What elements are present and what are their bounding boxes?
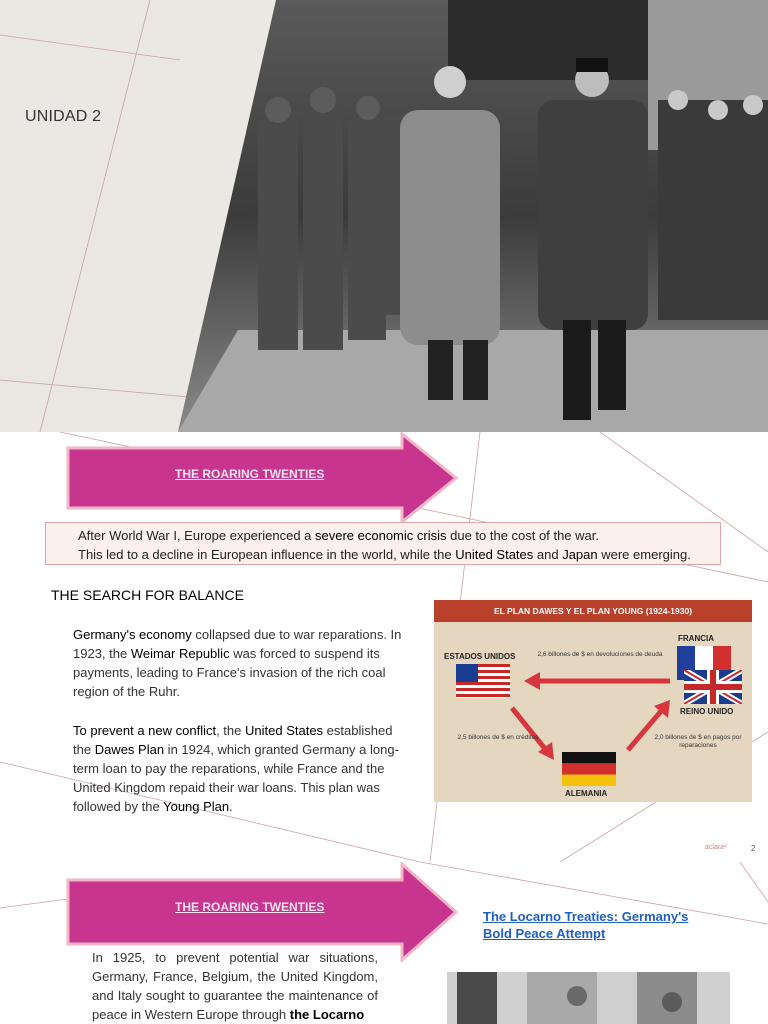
germany-label: ALEMANIA [565, 789, 608, 798]
usa-label: ESTADOS UNIDOS [444, 652, 516, 661]
section-arrow-label[interactable]: THE ROARING TWENTIES [175, 900, 325, 914]
france-label: FRANCIA [678, 634, 714, 643]
flow-left-label: 2,5 billones de $ en créditos [457, 734, 539, 741]
economy-paragraph: Germany's economy collapsed due to war reparations. In 1923, the Weimar Republic was forced to suspend its payments, leading to France's invasion of the rich coal region of the Ruhr. [73, 627, 402, 699]
section-arrow-label[interactable]: THE ROARING TWENTIES [175, 467, 325, 481]
infographic-title: EL PLAN DAWES Y EL PLAN YOUNG (1924-1930) [434, 600, 752, 622]
locarno-photo [447, 972, 730, 1024]
section-title: THE SEARCH FOR BALANCE [51, 587, 244, 603]
dawes-young-infographic [434, 600, 752, 802]
dawes-plan-paragraph: To prevent a new conflict, the United States established the Dawes Plan in 1924, which granted Germany a long-term loan to pay the reparations, while France and the United Kingdom repaid their war loans. This plan was followed by the Young Plan. [73, 723, 399, 814]
intro-line-2: This led to a decline in European influence in the world, while the United States and Japan were emerging. [78, 547, 691, 562]
germany-flag-icon [562, 752, 616, 786]
locarno-paragraph: In 1925, to prevent potential war situations, Germany, France, Belgium, the United Kingdom, and Italy sought to guarantee the maintenance of peace in Western Europe through the Locarno [92, 950, 378, 1022]
unit-label: UNIDAD 2 [25, 108, 102, 125]
intro-line-1: After World War I, Europe experienced a severe economic crisis due to the cost of the war. [78, 528, 599, 543]
title-slide [0, 0, 768, 432]
locarno-slide [0, 862, 768, 1024]
footer-brand: aclara² [705, 844, 727, 851]
intro-box [45, 522, 721, 565]
uk-label: REINO UNIDO [680, 707, 734, 716]
historical-photo [178, 0, 768, 432]
locarno-video-link[interactable]: The Locarno Treaties: Germany's Bold Peace Attempt [483, 909, 689, 941]
flow-right-label: 2,0 billones de $ en pagos por reparaciones [654, 734, 742, 749]
flow-top-label: 2,6 billones de $ en devoluciones de deuda [537, 651, 663, 658]
roaring-twenties-slide [0, 432, 768, 862]
page-number: 2 [751, 844, 756, 853]
